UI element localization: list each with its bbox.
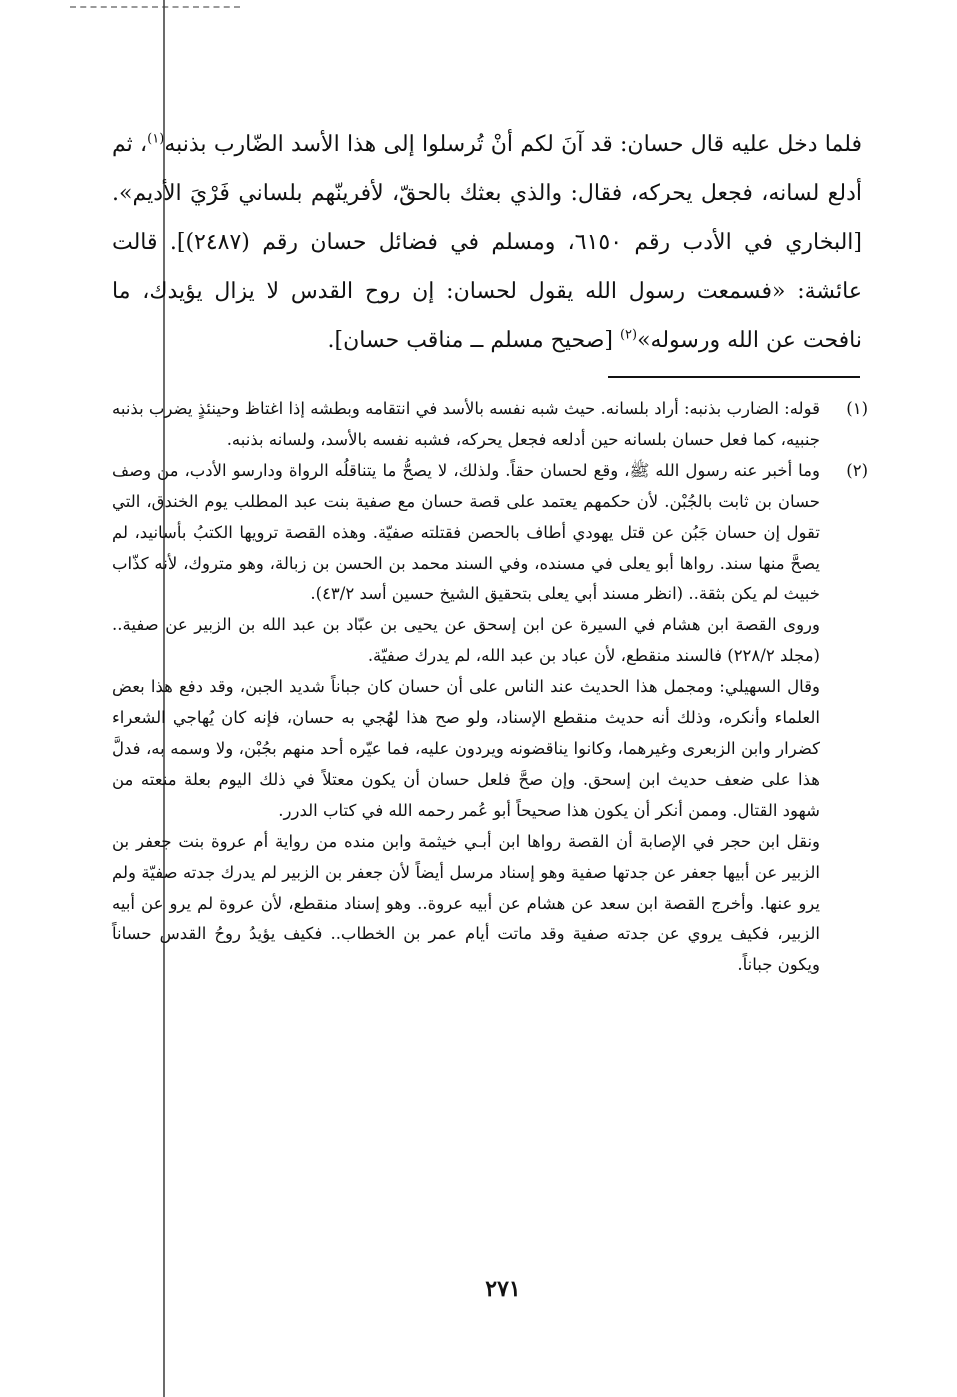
footnote-ref-1: (١): [147, 131, 165, 147]
footnote-paragraph: ونقل ابن حجر في الإصابة أن القصة رواها ابن أبـي خيثمة وابن منده من رواية أم عروة بنت جعفر بن الزبير عن أبيها جعفر عن جدتها صفية وهو إسناد مرسل أيضاً لأن جعفر بن الزبير لم يدرك جدته صفيّة ولم يرو عنها. وأخرج القصة ابن سعد عن هشام عن أبيه عروة.. وهو إسناد منقطع، لأن عروة لم يرو عن أبيه الزبير، فكيف يروي عن جدته صفية وقد ماتت أيام عمر بن الخطاب.. فكيف يؤيدُ روحُ القدس حساناً ويكون جباناً.: [112, 831, 820, 975]
footnotes: [112, 394, 868, 981]
page-number: ٢٧١: [485, 1276, 521, 1302]
footnote-1: [112, 394, 868, 456]
footnote-number: (٢): [846, 460, 868, 480]
footnote-paragraph: وما أخبر عنه رسول الله ﷺ، وقع لحسان حقاً. ولذلك، لا يصحُّ ما يتناقلُه الرواة ودارسو الأدب، من وصف حسان بن ثابت بالجُبْن. لأن حكمهم يعتمد على قصة حسان مع صفية بنت عبد المطلب يوم الخندق، التي تقول إن حسان جَبُن عن قتل يهودي أطاف بالحصن فقتلته صفيّة. وهذه القصة ترويها الكتبُ بأسانيد، لم يصحَّ منها سند. رواها أبو يعلى في مسنده، وفي السند محمد بن الحسن بن زبالة، وهو متروك، لأنه كذّاب خبيث لم يكن بثقة.. (انظر مسند أبي يعلى بتحقيق الشيخ حسين أسد ٤٣/٢).: [112, 460, 820, 604]
scan-edge-marks: [70, 6, 240, 8]
main-text: [112, 120, 862, 365]
footnote-number: (١): [846, 399, 868, 418]
main-text-part-1: فلما دخل عليه قال حسان: قد آنَ لكم أنْ تُرسلوا إلى هذا الأسد الضّارب بذنبه: [164, 132, 863, 157]
main-paragraph: [112, 120, 862, 365]
footnote-paragraph: وروى القصة ابن هشام في السيرة عن ابن إسحق عن يحيى بن عبّاد بن عبد الله بن الزبير عن صفية.. (مجلد ٢٢٨/٢) فالسند منقطع، لأن عباد بن عبد الله، لم يدرك صفيّة.: [112, 615, 820, 666]
footnote-2: [112, 456, 868, 981]
footnote-ref-2: (٢): [619, 327, 638, 343]
footnote-paragraph: وقال السهيلي: ومجمل هذا الحديث عند الناس على أن حسان كان جباناً شديد الجبن، وقد دفع هذا بعض العلماء وأنكره، وذلك أنه حديث منقطع الإسناد، ولو صح هذا لهُجي به حسان، فإنه كان يُهاجي الشعراء كضرار وابن الزبعرى وغيرهما، وكانوا يناقضونه ويردون عليه، فما عيّره أحد منهم بجُبْن، ولا وسمه به، فدلَّ هذا على ضعف حديث ابن إسحق. وإن صحَّ فلعل حسان أن يكون معتلاً في ذلك اليوم بعلة منعته من شهود القتال. وممن أنكر أن يكون هذا صحيحاً أبو عُمر رحمه الله في كتاب الدرر.: [112, 677, 820, 820]
main-text-part-3: [صحيح مسلم ــ مناقب حسان].: [327, 328, 620, 353]
footnote-paragraph: قوله: الضارب بذنبه: أراد بلسانه. حيث شبه نفسه بالأسد في انتقامه وبطشه إذا اغتاظ وحينئذٍ يضرب بذنبه جنبيه، كما فعل حسان بلسانه حين أدلعه فجعل يحركه، فشبه نفسه بالأسد، ولسانه بذنبه.: [112, 399, 820, 449]
footnote-separator: [608, 376, 860, 378]
main-text-part-2: ، ثم أدلع لسانه، فجعل يحركه، فقال: والذي بعثك بالحقّ، لأفرينّهم بلساني فَرْيَ الأديم». [البخاري في الأدب رقم ٦١٥٠، ومسلم في فضائل حسان رقم (٢٤٨٧)]. قالت عائشة: «فسمعت رسول الله يقول لحسان: إن روح القدس لا يزال يؤيدك، ما نافحت عن الله ورسوله»: [112, 132, 862, 353]
